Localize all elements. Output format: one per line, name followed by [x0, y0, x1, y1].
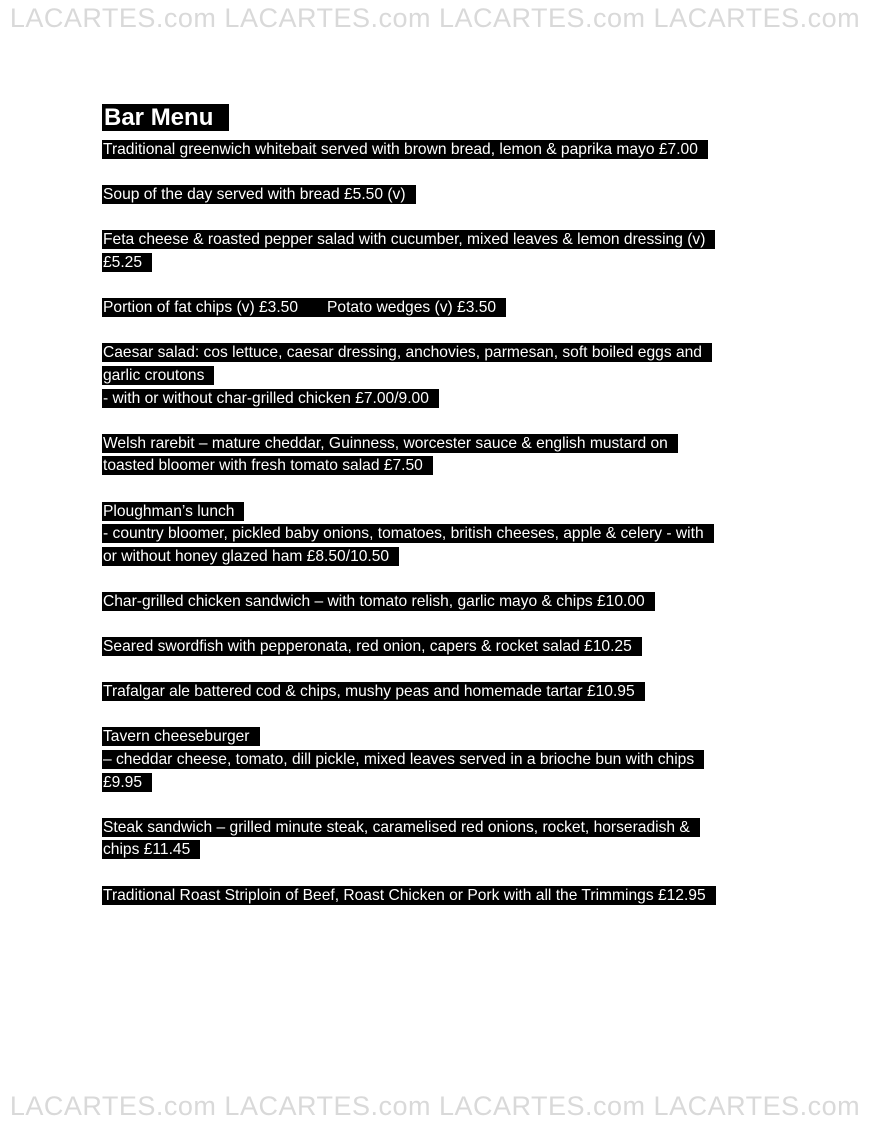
menu-line: Caesar salad: cos lettuce, caesar dressing, anchovies, parmesan, soft boiled eggs and: [102, 343, 712, 362]
menu-line: – cheddar cheese, tomato, dill pickle, mixed leaves served in a brioche bun with chips: [102, 750, 704, 769]
menu-line: £5.25: [102, 253, 152, 272]
menu-line-gap: [298, 310, 327, 312]
menu-line: Char-grilled chicken sandwich – with tomato relish, garlic mayo & chips £10.00: [102, 592, 655, 611]
menu-line: £9.95: [102, 773, 152, 792]
menu-line-fat-chips: Portion of fat chips (v) £3.50: [103, 299, 299, 317]
menu-line: chips £11.45: [102, 840, 200, 859]
menu-item-caesar-salad: [102, 342, 782, 410]
menu-item-ploughmans-lunch: [102, 501, 782, 569]
menu-line: Tavern cheeseburger: [102, 727, 260, 746]
menu-item-cheeseburger: [102, 726, 782, 794]
menu-item-steak-sandwich: [102, 817, 782, 862]
menu-item-soup: [102, 184, 782, 207]
menu-line: Steak sandwich – grilled minute steak, caramelised red onions, rocket, horseradish &: [102, 818, 700, 837]
watermark-top: LACARTES.com LACARTES.com LACARTES.com LACARTES.com: [9, 3, 861, 33]
menu-item-feta-salad: [102, 229, 782, 274]
menu-item-swordfish: [102, 636, 782, 659]
menu-list: [102, 139, 782, 930]
menu-line: Soup of the day served with bread £5.50 (v): [102, 185, 416, 204]
menu-line: Ploughman’s lunch: [102, 502, 244, 521]
menu-line: Trafalgar ale battered cod & chips, mushy peas and homemade tartar £10.95: [102, 682, 645, 701]
menu-item-chips-wedges: [102, 297, 782, 320]
menu-line: - country bloomer, pickled baby onions, tomatoes, british cheeses, apple & celery - with: [102, 524, 714, 543]
menu-line: [102, 298, 506, 317]
menu-item-welsh-rarebit: [102, 433, 782, 478]
menu-line: Feta cheese & roasted pepper salad with cucumber, mixed leaves & lemon dressing (v): [102, 230, 715, 249]
menu-line: Traditional Roast Striploin of Beef, Roast Chicken or Pork with all the Trimmings £12.95: [102, 886, 716, 905]
menu-item-roast: [102, 885, 782, 908]
menu-item-whitebait: [102, 139, 782, 162]
menu-line: garlic croutons: [102, 366, 214, 385]
menu-item-chicken-sandwich: [102, 591, 782, 614]
watermark-bottom: LACARTES.com LACARTES.com LACARTES.com LACARTES.com: [9, 1091, 861, 1121]
menu-title: [102, 103, 229, 132]
menu-line: Welsh rarebit – mature cheddar, Guinness, worcester sauce & english mustard on: [102, 434, 678, 453]
menu-title-text: Bar Menu: [102, 104, 229, 131]
menu-line: toasted bloomer with fresh tomato salad £7.50: [102, 456, 433, 475]
menu-line: or without honey glazed ham £8.50/10.50: [102, 547, 399, 566]
menu-item-cod-chips: [102, 681, 782, 704]
menu-line: Traditional greenwich whitebait served with brown bread, lemon & paprika mayo £7.00: [102, 140, 708, 159]
menu-line: Seared swordfish with pepperonata, red onion, capers & rocket salad £10.25: [102, 637, 642, 656]
menu-line: - with or without char-grilled chicken £7.00/9.00: [102, 389, 439, 408]
menu-line-potato-wedges: Potato wedges (v) £3.50: [327, 299, 497, 317]
